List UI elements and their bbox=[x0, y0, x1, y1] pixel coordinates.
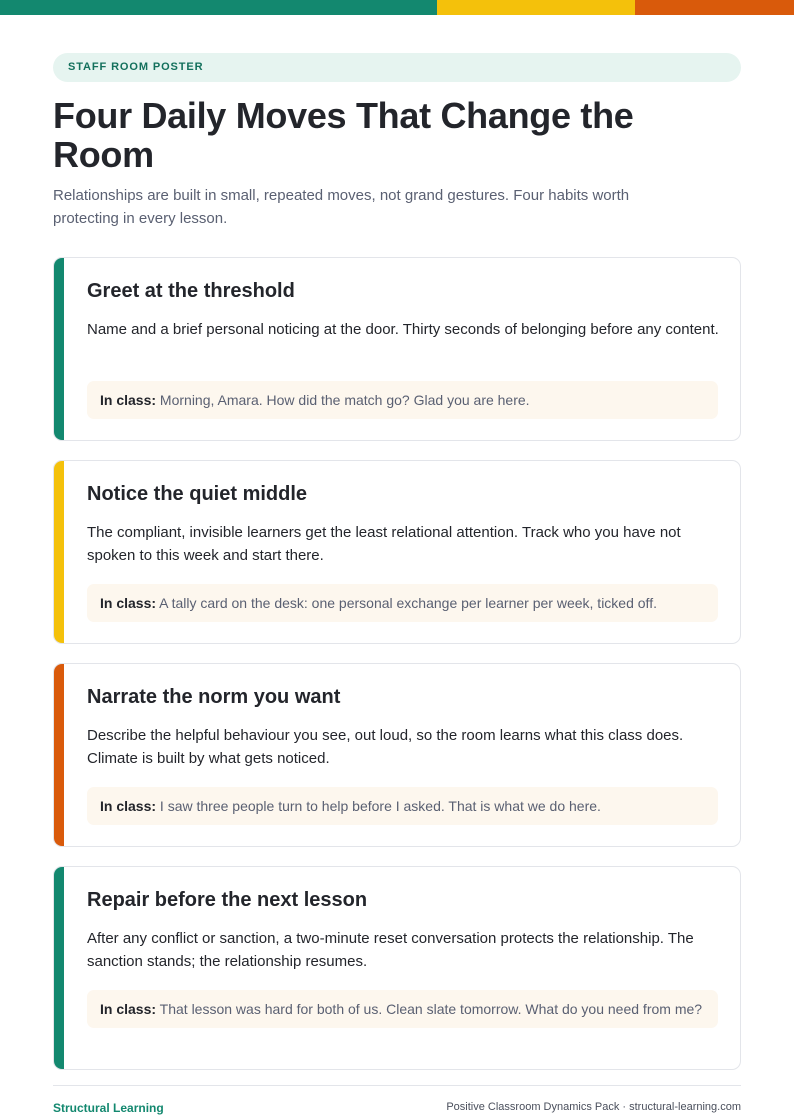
example-label: In class: bbox=[100, 595, 157, 611]
top-bar-green-segment bbox=[0, 0, 437, 15]
footer-divider bbox=[53, 1085, 741, 1086]
card-accent-bar bbox=[54, 461, 64, 643]
card-accent-bar bbox=[54, 867, 64, 1069]
card-heading: Repair before the next lesson bbox=[87, 889, 368, 911]
card-body: The compliant, invisible learners get the least relational attention. Track who you have not spoken to this week and start there. bbox=[87, 524, 681, 564]
card-body: Describe the helpful behaviour you see, out loud, so the room learns what this class does. Climate is built by what gets noticed. bbox=[87, 727, 684, 767]
move-card-repair bbox=[53, 866, 741, 1070]
card-heading: Greet at the threshold bbox=[87, 280, 295, 302]
top-bar-orange-segment bbox=[635, 0, 794, 15]
top-color-bar bbox=[0, 0, 794, 15]
example-text: A tally card on the desk: one personal exchange per learner per week, ticked off. bbox=[156, 595, 657, 611]
footer-brand: Structural Learning bbox=[53, 1101, 164, 1115]
footer-meta: Positive Classroom Dynamics Pack · structural-learning.com bbox=[446, 1101, 741, 1113]
page-title: Four Daily Moves That Change the Room bbox=[53, 95, 634, 175]
move-card-quiet-middle bbox=[53, 460, 741, 644]
card-body: After any conflict or sanction, a two-minute reset conversation protects the relationship. The sanction stands; the relationship resumes. bbox=[87, 930, 694, 970]
example-text: Morning, Amara. How did the match go? Glad you are here. bbox=[156, 392, 530, 408]
card-example bbox=[87, 584, 718, 622]
example-text: I saw three people turn to help before I asked. That is what we do here. bbox=[156, 798, 601, 814]
card-heading: Narrate the norm you want bbox=[87, 686, 341, 708]
card-heading: Notice the quiet middle bbox=[87, 483, 308, 505]
card-body: Name and a brief personal noticing at the door. Thirty seconds of belonging before any content. bbox=[87, 321, 719, 338]
card-example bbox=[87, 381, 718, 419]
example-text: That lesson was hard for both of us. Clean slate tomorrow. What do you need from me? bbox=[156, 1001, 703, 1017]
card-example bbox=[87, 990, 718, 1028]
move-card-greet bbox=[53, 257, 741, 441]
example-label: In class: bbox=[100, 798, 157, 814]
page-subtitle: Relationships are built in small, repeated moves, not grand gestures. Four habits worth protecting in every lesson. bbox=[53, 187, 630, 227]
move-card-narrate-norm bbox=[53, 663, 741, 847]
card-example bbox=[87, 787, 718, 825]
example-label: In class: bbox=[100, 392, 157, 408]
card-accent-bar bbox=[54, 664, 64, 846]
poster-tag: STAFF ROOM POSTER bbox=[53, 53, 741, 82]
example-label: In class: bbox=[100, 1001, 157, 1017]
card-accent-bar bbox=[54, 258, 64, 440]
top-bar-yellow-segment bbox=[437, 0, 635, 15]
